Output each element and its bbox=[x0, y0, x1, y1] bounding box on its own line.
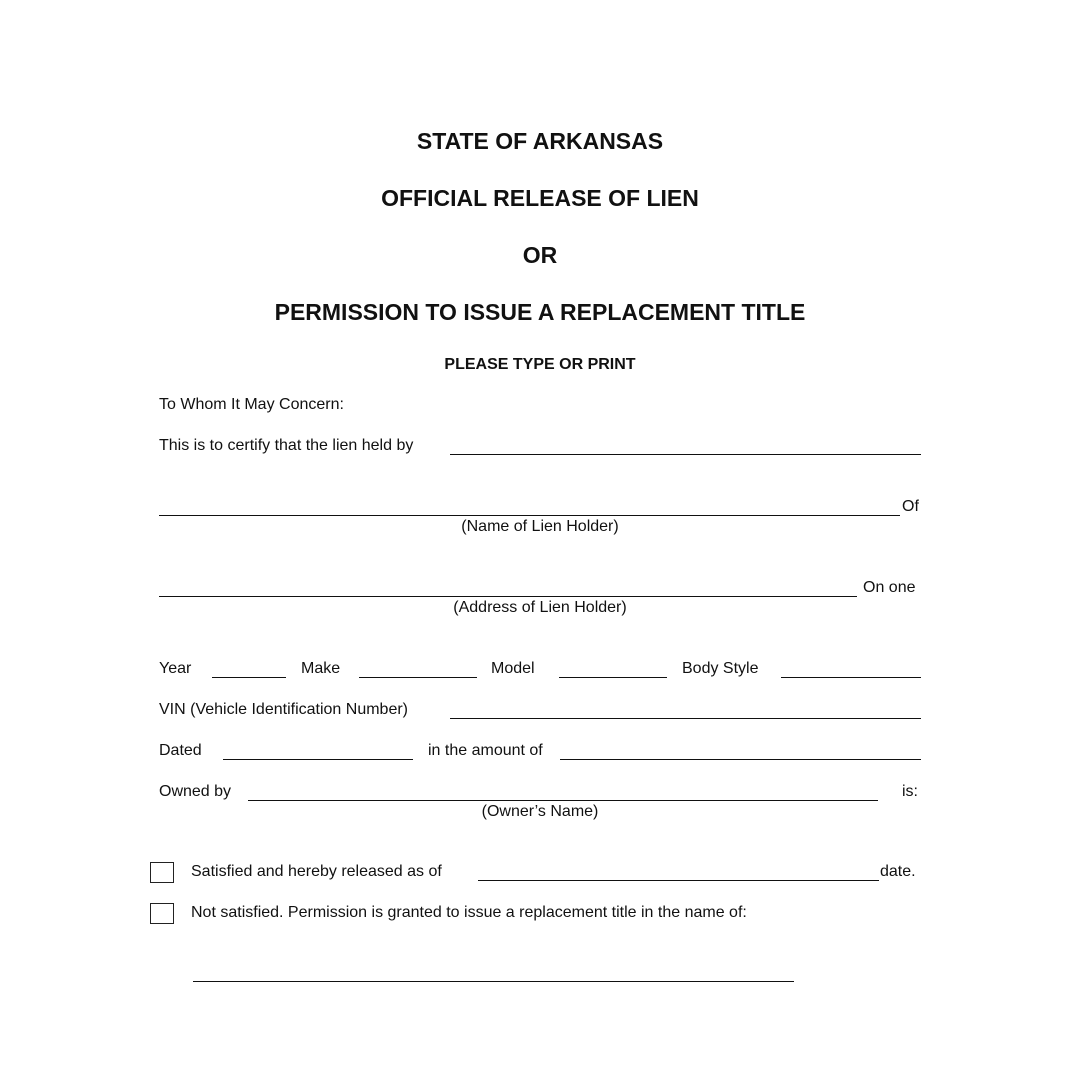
date-label: date. bbox=[880, 863, 916, 880]
form-title: OFFICIAL RELEASE OF LIEN bbox=[381, 185, 699, 211]
lien-holder-name-field[interactable] bbox=[159, 515, 900, 516]
or-heading: OR bbox=[522, 242, 558, 268]
dated-label: Dated bbox=[159, 742, 202, 759]
vin-field[interactable] bbox=[450, 718, 921, 719]
vin-label: VIN (Vehicle Identification Number) bbox=[159, 701, 408, 718]
form-subtitle: PERMISSION TO ISSUE A REPLACEMENT TITLE bbox=[274, 299, 806, 325]
model-field[interactable] bbox=[559, 677, 667, 678]
not-satisfied-checkbox[interactable] bbox=[150, 903, 174, 924]
lien-holder-address-field[interactable] bbox=[159, 596, 857, 597]
replacement-title-name-field[interactable] bbox=[193, 981, 794, 982]
satisfied-label: Satisfied and hereby released as of bbox=[191, 863, 442, 880]
model-label: Model bbox=[491, 660, 535, 677]
dated-field[interactable] bbox=[223, 759, 413, 760]
owned-by-label: Owned by bbox=[159, 783, 232, 800]
certify-label: This is to certify that the lien held by bbox=[159, 437, 414, 454]
make-label: Make bbox=[301, 660, 341, 677]
salutation: To Whom It May Concern: bbox=[159, 396, 344, 413]
year-field[interactable] bbox=[212, 677, 286, 678]
lien-holder-name-caption: (Name of Lien Holder) bbox=[461, 518, 619, 535]
satisfied-checkbox[interactable] bbox=[150, 862, 174, 883]
state-heading: STATE OF ARKANSAS bbox=[416, 128, 664, 154]
of-label: Of bbox=[902, 498, 919, 515]
lien-holder-address-caption: (Address of Lien Holder) bbox=[453, 599, 627, 616]
body-style-label: Body Style bbox=[682, 660, 759, 677]
on-one-label: On one bbox=[863, 579, 916, 596]
amount-field[interactable] bbox=[560, 759, 921, 760]
make-field[interactable] bbox=[359, 677, 477, 678]
amount-label: in the amount of bbox=[428, 742, 543, 759]
year-label: Year bbox=[159, 660, 192, 677]
owner-name-field[interactable] bbox=[248, 800, 878, 801]
lien-holder-blank[interactable] bbox=[450, 454, 921, 455]
is-label: is: bbox=[902, 783, 918, 800]
body-style-field[interactable] bbox=[781, 677, 921, 678]
not-satisfied-label: Not satisfied. Permission is granted to issue a replacement title in the name of: bbox=[191, 904, 747, 921]
owner-name-caption: (Owner’s Name) bbox=[481, 803, 599, 820]
release-date-field[interactable] bbox=[478, 880, 879, 881]
instruction-text: PLEASE TYPE OR PRINT bbox=[444, 356, 636, 373]
